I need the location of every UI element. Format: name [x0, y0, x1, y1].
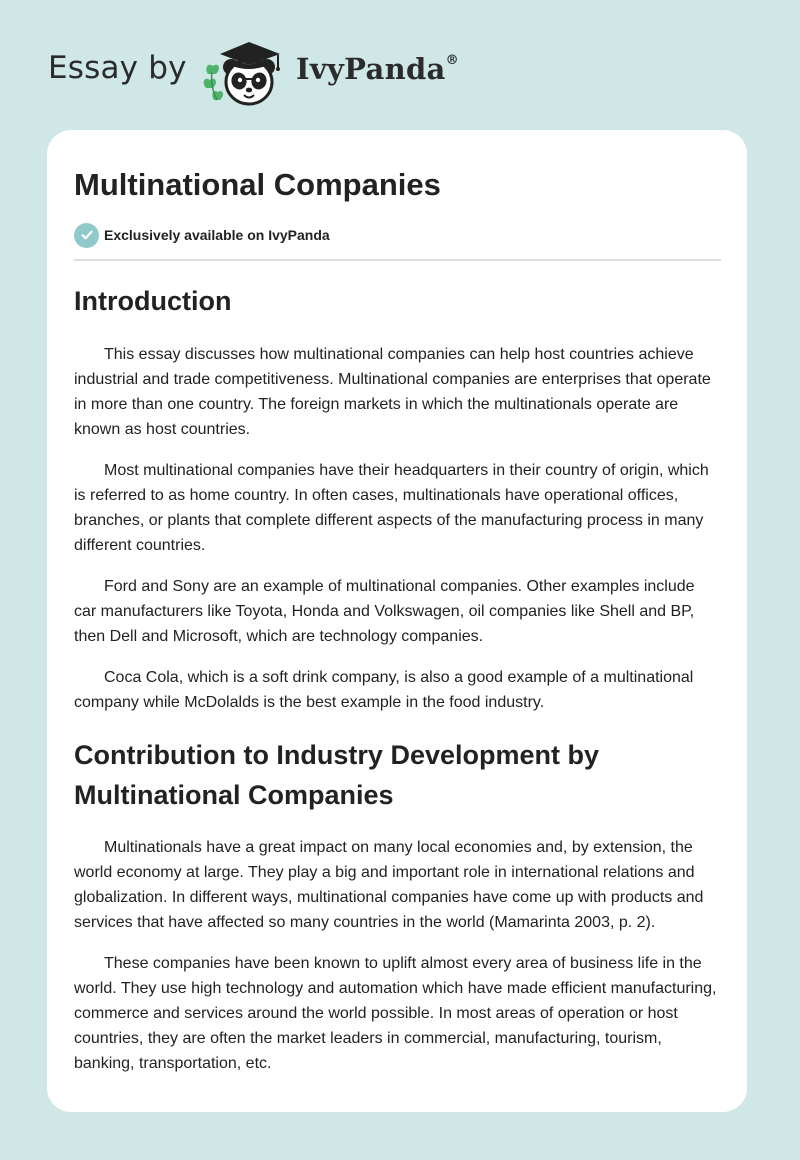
paragraph: These companies have been known to uplift almost every area of business life in the world. They use high technology and automation which have made efficient manufacturing, commerce and services around the world possible. In most areas of operation or host countries, they are often the market leaders in commercial, manufacturing, tourism, banking, transportation, etc.: [74, 955, 717, 1072]
essay-card: [47, 130, 747, 1112]
exclusive-badge: [74, 222, 721, 248]
section-heading-introduction: Introduction: [74, 286, 232, 316]
title-divider: [74, 259, 721, 261]
panda-mascot-icon: [200, 34, 292, 110]
paragraph: Most multinational companies have their headquarters in their country of origin, which is referred to as home country. In often cases, multinationals have operational offices, branches, or plants that complete different aspects of the manufacturing process in many different countries.: [74, 462, 709, 554]
paragraph: This essay discusses how multinational companies can help host countries achieve industrial and trade competitiveness. Multinational companies are enterprises that operate in more than one country. The foreign markets in which the multinationals operate are known as host countries.: [74, 346, 711, 438]
registered-mark: ®: [445, 53, 459, 69]
paragraph: Ford and Sony are an example of multinational companies. Other examples include car manufacturers like Toyota, Honda and Volkswagen, oil companies like Shell and BP, then Dell and Microsoft, which are technology companies.: [74, 578, 695, 645]
page-title: Multinational Companies: [74, 167, 441, 202]
brand-name: IvyPanda®: [296, 52, 459, 86]
section-body-contribution: [74, 835, 721, 1076]
exclusive-badge-text: Exclusively available on IvyPanda: [104, 227, 330, 243]
section-heading-contribution: Contribution to Industry Development by Multinational Companies: [74, 740, 599, 810]
section-body-introduction: [74, 342, 721, 715]
brand-prefix: Essay by: [48, 50, 187, 86]
check-circle-icon: [74, 223, 99, 248]
paragraph: Coca Cola, which is a soft drink company, is also a good example of a multinational company while McDolalds is the best example in the food industry.: [74, 669, 694, 711]
brand-logo[interactable]: [48, 30, 488, 110]
paragraph: Multinationals have a great impact on many local economies and, by extension, the world economy at large. They play a big and important role in international relations and globalization. In different ways, multinational companies have come up with products and services that have affected so many countries in the world (Mamarinta 2003, p. 2).: [74, 839, 704, 931]
